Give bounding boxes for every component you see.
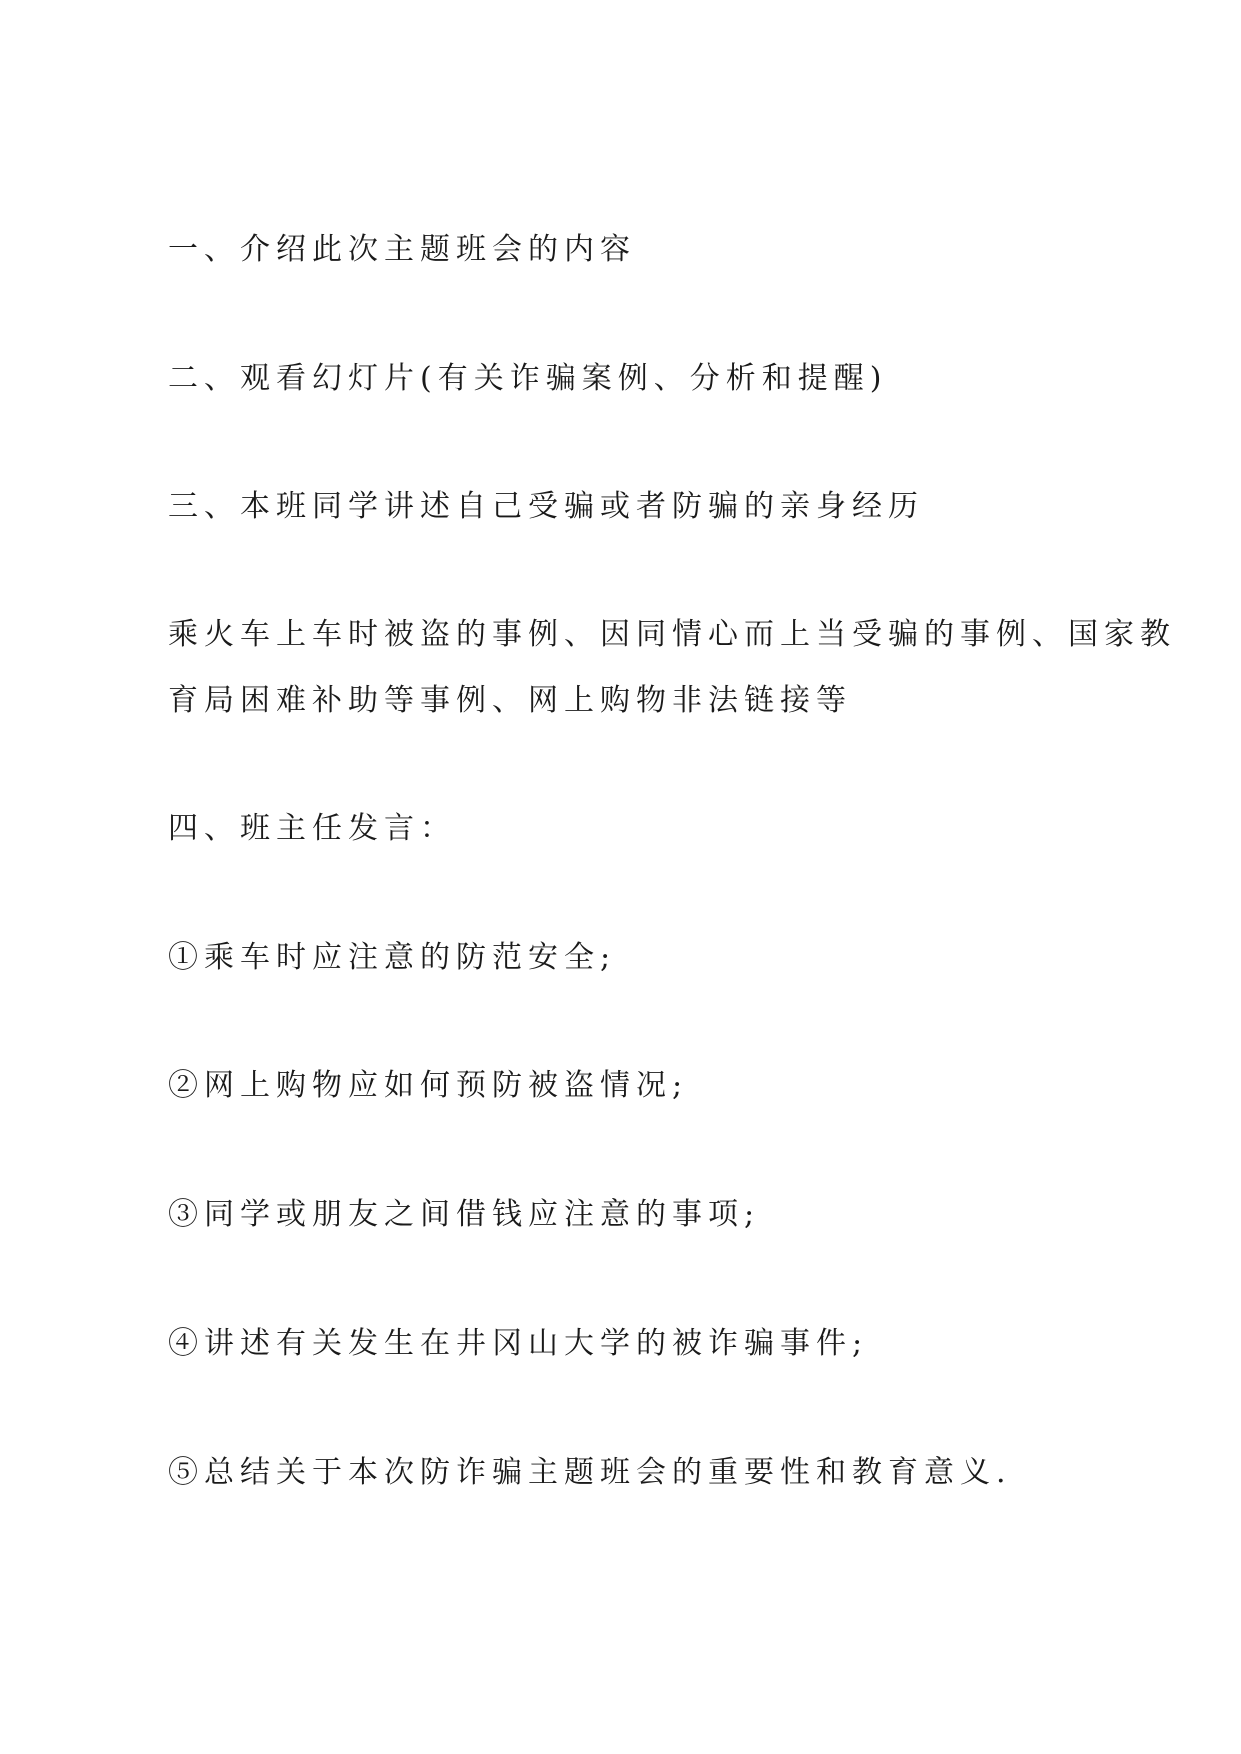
section-3-heading: 三、本班同学讲述自己受骗或者防骗的亲身经历 — [168, 489, 924, 524]
section-1-heading: 一、介绍此次主题班会的内容 — [168, 232, 636, 267]
list-item-5: ⑤总结关于本次防诈骗主题班会的重要性和教育意义. — [168, 1455, 1012, 1490]
section-4-heading: 四、班主任发言： — [168, 811, 456, 846]
examples-paragraph — [168, 602, 1176, 734]
list-item-1: ①乘车时应注意的防范安全; — [168, 940, 617, 975]
list-item-3: ③同学或朋友之间借钱应注意的事项; — [168, 1197, 761, 1232]
examples-line-1: 乘火车上车时被盗的事例、因同情心而上当受骗的事例、国家教 — [168, 617, 1176, 652]
examples-line-2: 育局困难补助等事例、网上购物非法链接等 — [168, 683, 852, 718]
list-item-4: ④讲述有关发生在井冈山大学的被诈骗事件; — [168, 1326, 869, 1361]
section-2-heading: 二、观看幻灯片(有关诈骗案例、分析和提醒) — [168, 361, 888, 396]
list-item-2: ②网上购物应如何预防被盗情况; — [168, 1068, 689, 1103]
